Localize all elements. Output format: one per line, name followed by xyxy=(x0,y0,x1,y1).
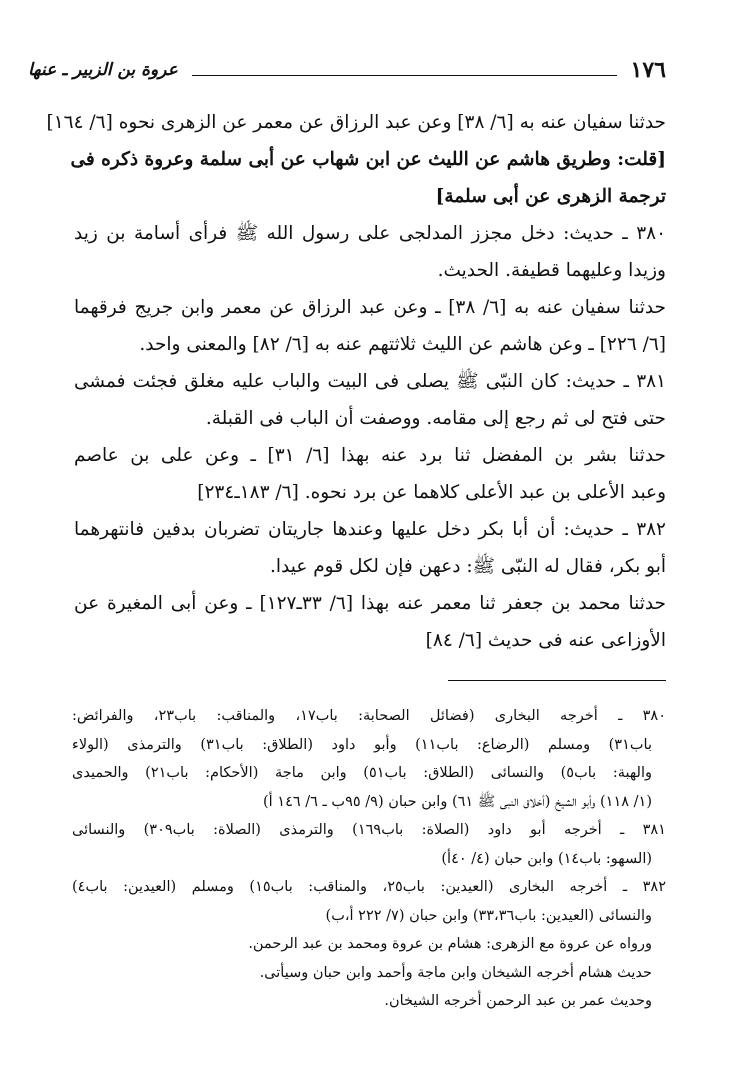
body-line: ٣٨١ ـ حديث: كان النبّى ﷺ يصلى فى البيت والباب عليه مغلق فجئت فمشى xyxy=(74,371,666,392)
header-rule xyxy=(192,75,617,76)
footnote-line: (السهو: باب١٤) وابن حبان (٤/ ٤٠أ) xyxy=(441,850,652,867)
footnote-line: ورواه عن عروة مع الزهرى: هشام بن عروة ومحمد بن عبد الرحمن. xyxy=(248,936,652,952)
body-line: الأوزاعى عنه فى حديث [٦/ ٨٤] xyxy=(425,630,666,651)
footnote-line: حديث هشام أخرجه الشيخان وابن ماجة وأحمد وابن حبان وسيأتى. xyxy=(259,964,652,981)
footnote-line: وحديث عمر بن عبد الرحمن أخرجه الشيخان. xyxy=(384,993,652,1009)
body-line: حدثنا بشر بن المفضل ثنا برد عنه بهذا [٦/ ٣١] ـ وعن على بن عاصم xyxy=(74,445,666,466)
body-line: وزيدا وعليهما قطيفة. الحديث. xyxy=(437,260,666,281)
body-line: ترجمة الزهرى عن أبى سلمة] xyxy=(435,186,666,207)
footnote-line: ٣٨٢ ـ أخرجه البخارى (العيدين: باب٢٥، والمناقب: باب١٥) ومسلم (العيدين: باب٤) xyxy=(72,879,666,895)
body-line: [٦/ ٢٢٦] ـ وعن هاشم عن الليث ثلاثتهم عنه به [٦/ ٨٢] والمعنى واحد. xyxy=(139,334,666,355)
page-number: ١٧٦ xyxy=(630,57,666,83)
footnote-line: ٣٨٠ ـ أخرجه البخارى (فضائل الصحابة: باب١٧، والمناقب: باب٢٣، والفرائض: xyxy=(72,708,666,724)
footnote-line: ٣٨١ ـ أخرجه أبو داود (الصلاة: باب١٦٩) والترمذى (الصلاة: باب٣٠٩) والنسائى xyxy=(72,822,666,838)
body-line: ٣٨٠ ـ حديث: دخل مجزز المدلجى على رسول الله ﷺ فرأى أسامة بن زيد xyxy=(74,223,667,244)
body-line: وعبد الأعلى بن عبد الأعلى كلاهما عن برد نحوه. [٦/ ١٨٣ـ٢٣٤] xyxy=(197,482,666,503)
footnote-separator xyxy=(448,680,666,681)
body-line: [قلت: وطريق هاشم عن الليث عن ابن شهاب عن أبى سلمة وعروة ذكره فى xyxy=(70,149,666,170)
footnote-line: باب٣١) ومسلم (الرضاع: باب١١) وأبو داود (الطلاق: باب٣١) والترمذى (الولاء xyxy=(72,736,652,753)
body-line: ٣٨٢ ـ حديث: أن أبا بكر دخل عليها وعندها جاريتان تضربان بدفين فانتهرهما xyxy=(74,519,666,540)
running-header xyxy=(28,55,666,85)
body-line: حتى فتح لى ثم رجع إلى مقامه. ووصفت أن الباب فى القبلة. xyxy=(205,408,666,429)
body-line: أبو بكر، فقال له النبّى ﷺ: دعهن فإن لكل قوم عيدا. xyxy=(270,556,666,577)
main-text xyxy=(46,104,667,659)
footnote-line: (١/ ١١٨) وأبو الشيخ (أخلاق النبى ﷺ ٦١) وابن حبان (٩/ ٩٥ب ـ ٦/ ١٤٦ أ) xyxy=(262,793,652,810)
footnote-line: والنسائى (العيدين: باب٣٣،٣٦) وابن حبان (٧/ ٢٢٢ أ،ب) xyxy=(325,907,652,924)
body-line: حدثنا سفيان عنه به [٦/ ٣٨] وعن عبد الرزاق عن معمر عن الزهرى نحوه [٦/ ١٦٤] xyxy=(46,112,666,133)
footnotes xyxy=(72,702,666,1016)
body-line: حدثنا محمد بن جعفر ثنا معمر عنه بهذا [٦/ ٣٣ـ١٢٧] ـ وعن أبى المغيرة عن xyxy=(74,593,666,614)
footnote-line: والهبة: باب٥) والنسائى (الطلاق: باب٥١) وابن ماجة (الأحكام: باب٢١) والحميدى xyxy=(72,765,652,781)
body-line: حدثنا سفيان عنه به [٦/ ٣٨] ـ وعن عبد الرزاق عن معمر وابن جريج فرقهما xyxy=(74,297,666,318)
running-title: عروة بن الزبير ـ عنها xyxy=(28,60,178,80)
